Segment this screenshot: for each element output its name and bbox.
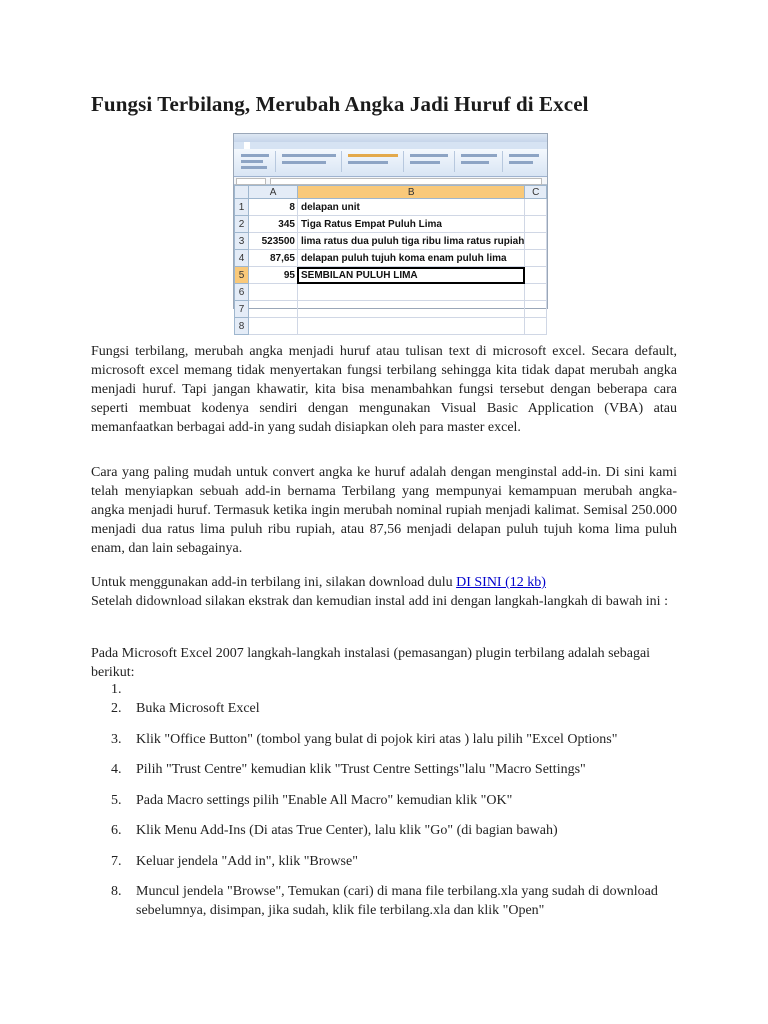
cell-a: 345	[249, 216, 298, 233]
step-number: 7.	[111, 853, 122, 869]
step-number: 4.	[111, 762, 122, 777]
cell-a	[249, 284, 298, 301]
cell-b	[297, 284, 524, 301]
excel-ribbon-tabs	[234, 142, 547, 149]
step-text: Klik Menu Add-Ins (Di atas True Center), lalu klik "Go" (di bagian bawah)	[136, 823, 558, 838]
cell-a	[249, 318, 298, 335]
cell-c	[525, 267, 547, 284]
corner-cell	[235, 186, 249, 199]
excel-screenshot-image	[233, 133, 548, 332]
step-text: Pilih "Trust Centre" kemudian klik "Trust Centre Settings"lalu "Macro Settings"	[136, 762, 586, 777]
step-number: 8.	[111, 884, 122, 899]
step-text: Buka Microsoft Excel	[136, 701, 260, 716]
page-title: Fungsi Terbilang, Merubah Angka Jadi Huruf di Excel	[91, 92, 589, 116]
download-link[interactable]: DI SINI (12 kb)	[456, 575, 546, 590]
table-row	[235, 199, 547, 216]
cell-a: 95	[249, 267, 298, 284]
column-header-a: A	[249, 186, 298, 199]
table-row	[235, 267, 547, 284]
list-item	[91, 821, 677, 840]
cell-b: delapan unit	[297, 199, 524, 216]
list-item	[91, 680, 677, 699]
list-item	[91, 852, 677, 871]
list-item	[91, 730, 677, 749]
list-item	[91, 791, 677, 810]
cell-c	[525, 233, 547, 250]
row-header: 5	[235, 267, 249, 284]
cell-a: 8	[249, 199, 298, 216]
list-item	[91, 882, 677, 920]
table-row	[235, 250, 547, 267]
step-text: Pada Macro settings pilih "Enable All Macro" kemudian klik "OK"	[136, 792, 513, 808]
cell-c	[525, 250, 547, 267]
cell-b: delapan puluh tujuh koma enam puluh lima	[297, 250, 524, 267]
list-item	[91, 760, 677, 779]
row-header: 1	[235, 199, 249, 216]
column-header-row	[235, 186, 547, 199]
download-paragraph	[91, 573, 677, 611]
table-row	[235, 301, 547, 318]
table-row	[235, 318, 547, 335]
step-number: 5.	[111, 792, 122, 808]
cell-a: 523500	[249, 233, 298, 250]
cell-c	[525, 301, 547, 318]
cell-c	[525, 318, 547, 335]
cell-a	[249, 301, 298, 318]
cell-b	[297, 301, 524, 318]
step-text: Keluar jendela "Add in", klik "Browse"	[136, 853, 358, 869]
excel-ribbon	[234, 149, 547, 177]
extract-instruction-text: Setelah didownload silakan ekstrak dan kemudian instal add ini dengan langkah-langkah di bawah ini :	[91, 594, 668, 609]
row-header: 4	[235, 250, 249, 267]
row-header: 6	[235, 284, 249, 301]
step-text: Klik "Office Button" (tombol yang bulat di pojok kiri atas ) lalu pilih "Excel Options"	[136, 731, 618, 747]
download-text: Untuk menggunakan add-in terbilang ini, silakan download dulu	[91, 575, 457, 590]
step-number: 3.	[111, 731, 122, 747]
cell-b: lima ratus dua puluh tiga ribu lima ratus rupiah	[297, 233, 524, 250]
table-row	[235, 233, 547, 250]
excel2007-intro-paragraph: Pada Microsoft Excel 2007 langkah-langkah instalasi (pemasangan) plugin terbilang adalah sebagai berikut:	[91, 646, 651, 680]
install-steps-list	[91, 680, 677, 932]
cell-c	[525, 216, 547, 233]
column-header-b: B	[297, 186, 524, 199]
cell-c	[525, 284, 547, 301]
list-item	[91, 699, 677, 718]
step-text: Muncul jendela "Browse", Temukan (cari) di mana file terbilang.xla yang sudah di download sebelumnya, disimpan, jika sudah, klik file terbilang.xla dan klik "Open"	[136, 884, 658, 918]
row-header: 7	[235, 301, 249, 318]
cell-b	[297, 318, 524, 335]
step-number: 2.	[111, 701, 122, 716]
excel-grid	[234, 185, 547, 335]
table-row	[235, 216, 547, 233]
column-header-c: C	[525, 186, 547, 199]
row-header: 2	[235, 216, 249, 233]
excel-title-bar	[234, 134, 547, 142]
row-header: 8	[235, 318, 249, 335]
row-header: 3	[235, 233, 249, 250]
step-number: 1.	[111, 682, 122, 697]
cell-c	[525, 199, 547, 216]
cell-a: 87,65	[249, 250, 298, 267]
table-row	[235, 284, 547, 301]
active-cell-b: SEMBILAN PULUH LIMA	[297, 267, 524, 284]
addin-paragraph: Cara yang paling mudah untuk convert angka ke huruf adalah dengan menginstal add-in. Di sini kami telah menyiapkan sebuah add-in bernama Terbilang yang mempunyai kemampuan merubah angka-angka menjadi huruf. Termasuk ketika ingin merubah nominal rupiah menjadi kalimat. Semisal 250.000 menjadi dua ratus lima puluh ribu rupiah, atau 87,56 menjadi delapan puluh tujuh koma lima puluh enam, dan lain sebagainya.	[91, 465, 677, 556]
intro-paragraph: Fungsi terbilang, merubah angka menjadi huruf atau tulisan text di microsoft excel. Secara default, microsoft excel memang tidak menyertakan fungsi terbilang sehingga kita tidak dapat merubah angka menjadi huruf. Tapi jangan khawatir, kita bisa menambahkan fungsi tersebut dengan beberapa cara seperti membuat kodenya sendiri dengan mengunakan Visual Basic Application (VBA) atau memanfaatkan berbagai add-in yang sudah disiapkan oleh para master excel.	[91, 344, 677, 435]
step-number: 6.	[111, 823, 122, 838]
excel-formula-bar	[234, 177, 547, 185]
cell-b: Tiga Ratus Empat Puluh Lima	[297, 216, 524, 233]
